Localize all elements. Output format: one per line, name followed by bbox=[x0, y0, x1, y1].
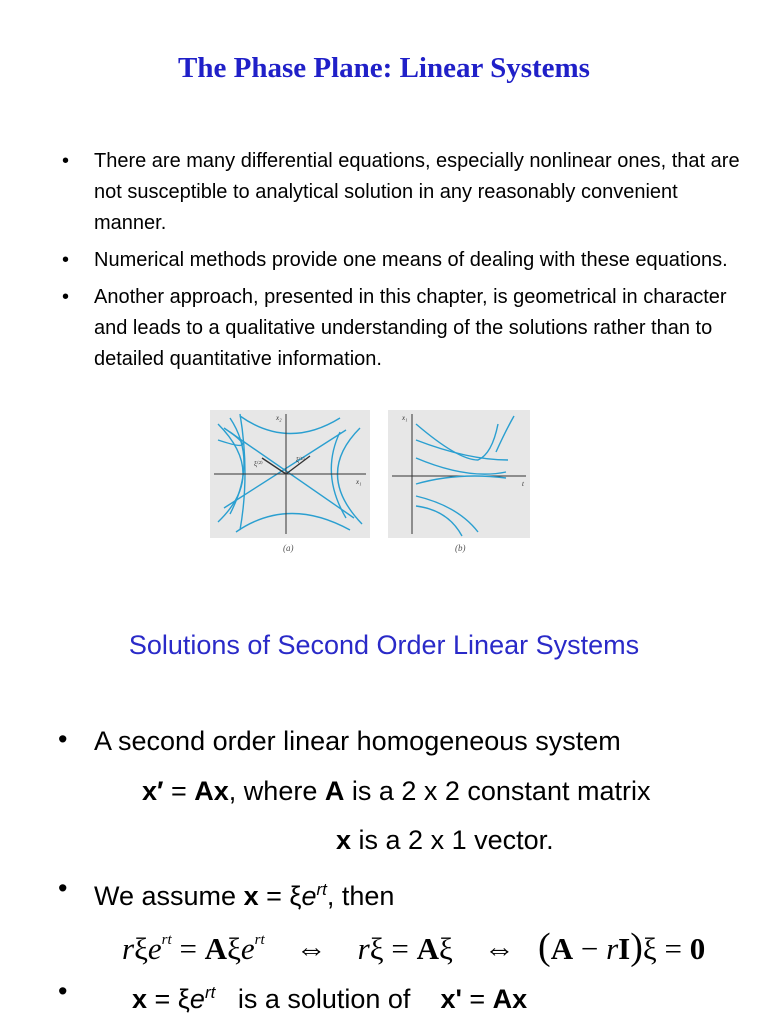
equals: = bbox=[163, 776, 195, 806]
x-axis-label: x₁ bbox=[356, 478, 362, 486]
exponent: rt bbox=[316, 880, 327, 899]
math-r: r bbox=[606, 931, 619, 966]
y-axis-label: x₁ bbox=[402, 414, 408, 422]
figure-a-caption: (a) bbox=[283, 543, 294, 553]
x-prime: x′ bbox=[142, 776, 164, 806]
vector-x: x bbox=[336, 825, 352, 855]
equation-line-2 bbox=[336, 823, 554, 857]
bullet-dot: • bbox=[58, 873, 68, 903]
where-text: , where bbox=[228, 776, 325, 806]
bullet-text: Numerical methods provide one means of dealing with these equations. bbox=[94, 249, 728, 271]
then-text: , then bbox=[326, 881, 395, 911]
bullet-dot: • bbox=[62, 150, 70, 172]
x-axis-label: t bbox=[522, 480, 524, 488]
slide2-title: Solutions of Second Order Linear Systems bbox=[128, 630, 640, 660]
iff-symbol: ⇔ bbox=[295, 931, 327, 966]
ax: Ax bbox=[492, 984, 528, 1014]
assumption-line bbox=[94, 873, 394, 913]
exponent: rt bbox=[204, 983, 216, 1002]
math-e: e bbox=[240, 931, 255, 966]
vector-description: is a 2 x 1 vector. bbox=[351, 825, 554, 855]
math-a: A bbox=[416, 931, 439, 966]
phase-portrait-figure bbox=[210, 410, 370, 538]
bullet-dot: • bbox=[58, 976, 68, 1006]
math-a: A bbox=[204, 931, 228, 966]
list-item bbox=[62, 245, 752, 276]
e: e bbox=[301, 881, 317, 911]
math-r: r bbox=[122, 931, 135, 966]
matrix-description: is a 2 x 2 constant matrix bbox=[344, 776, 651, 806]
slide1-title: The Phase Plane: Linear Systems bbox=[178, 52, 590, 84]
math-zero: 0 bbox=[689, 931, 706, 966]
solution-line bbox=[132, 976, 527, 1016]
bullet-text: There are many differential equations, especially nonlinear ones, that are not susceptible to analytical solution in any reasonably convenient manner. bbox=[94, 150, 740, 234]
x-prime: x' bbox=[440, 984, 462, 1014]
list-item bbox=[62, 282, 752, 375]
math-rt: rt bbox=[161, 932, 172, 948]
math-e: e bbox=[147, 931, 162, 966]
figure-b-caption: (b) bbox=[455, 543, 466, 553]
math-xi: ξ bbox=[642, 931, 657, 966]
vector-x: x bbox=[243, 881, 259, 911]
xi: = ξ bbox=[258, 881, 302, 911]
eigen-equation: rξe$^{rt}$ = Aξe$^{rt}$ ⇔ rξ = Aξ ⇔ (A − rI)ξ = 0 bbox=[122, 926, 706, 968]
eigenvector-1-label: ξ⁽¹⁾ bbox=[296, 456, 305, 464]
time-plot-figure bbox=[388, 410, 530, 538]
e: e bbox=[189, 984, 205, 1014]
slide1-bullet-list bbox=[62, 146, 752, 381]
math-i: I bbox=[618, 931, 631, 966]
bullet-text: Another approach, presented in this chapter, is geometrical in character and leads to a qualitative understanding of the solutions rather than to detailed quantitative information. bbox=[94, 286, 727, 370]
matrix-a: A bbox=[324, 776, 345, 806]
math-xi: ξ bbox=[227, 931, 241, 966]
equation-line-1 bbox=[142, 774, 650, 808]
y-axis-label: x₂ bbox=[276, 414, 282, 422]
bullet-text: A second order linear homogeneous system bbox=[94, 726, 621, 756]
math-rt: rt bbox=[254, 932, 265, 948]
math-xi: ξ bbox=[134, 931, 148, 966]
math-a: A bbox=[550, 931, 574, 966]
solution-text: is a solution of bbox=[215, 984, 441, 1014]
equals: = bbox=[461, 984, 493, 1014]
bullet-dot: • bbox=[62, 249, 70, 271]
time-plot-svg bbox=[388, 410, 530, 538]
math-xi: ξ bbox=[369, 931, 384, 966]
ax: Ax bbox=[194, 776, 229, 806]
math-r: r bbox=[357, 931, 370, 966]
iff-symbol: ⇔ bbox=[483, 931, 515, 966]
xi: = ξ bbox=[147, 984, 190, 1014]
phase-portrait-svg bbox=[210, 410, 370, 538]
list-item bbox=[62, 146, 752, 239]
vector-x: x bbox=[132, 984, 148, 1014]
assume-text: We assume bbox=[94, 881, 244, 911]
math-xi: ξ bbox=[438, 931, 453, 966]
eigenvector-2-label: ξ⁽²⁾ bbox=[254, 460, 263, 468]
bullet-dot: • bbox=[62, 286, 70, 308]
bullet-dot: • bbox=[58, 724, 68, 754]
